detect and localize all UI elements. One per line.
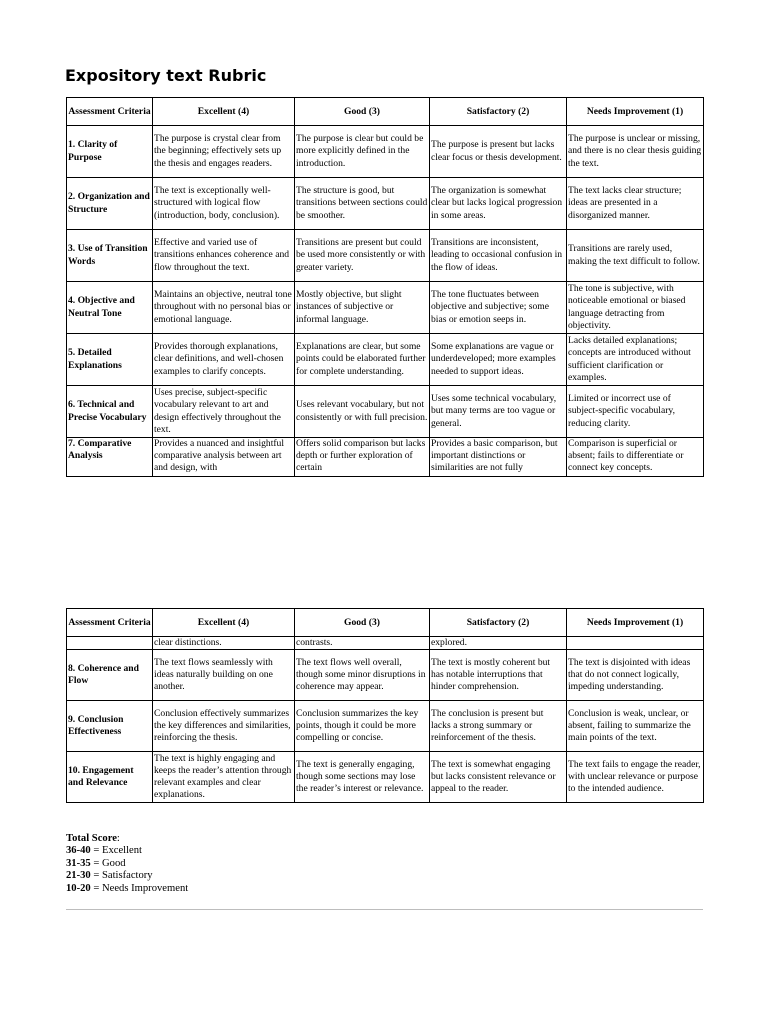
table-row [67, 438, 704, 477]
needs-improvement-cell: The purpose is unclear or missing, and there is no clear thesis guiding the text. [567, 126, 704, 178]
good-cell: contrasts. [295, 637, 430, 650]
excellent-cell: The purpose is crystal clear from the beginning; effectively sets up the thesis and engages readers. [153, 126, 295, 178]
criterion-cell: 2. Organization and Structure [67, 178, 153, 230]
satisfactory-cell: The text is somewhat engaging but lacks consistent relevance or appeal to the reader. [430, 752, 567, 803]
criterion-cell: 5. Detailed Explanations [67, 334, 153, 386]
excellent-cell: Provides thorough explanations, clear definitions, and well-chosen examples to clarify concepts. [153, 334, 295, 386]
good-cell: The structure is good, but transitions between sections could be smoother. [295, 178, 430, 230]
criterion-cell: 8. Coherence and Flow [67, 650, 153, 701]
criterion-cell: 10. Engagement and Relevance [67, 752, 153, 803]
criterion-cell: 3. Use of Transition Words [67, 230, 153, 282]
score-separator: = [90, 870, 102, 882]
score-range-row [66, 845, 188, 857]
header-satisfactory: Satisfactory (2) [430, 609, 567, 637]
satisfactory-cell: Transitions are inconsistent, leading to occasional confusion in the flow of ideas. [430, 230, 567, 282]
score-range: 31-35 [66, 857, 91, 869]
needs-improvement-cell: The text is disjointed with ideas that do not connect logically, impeding understanding. [567, 650, 704, 701]
document-title: Expository text Rubric [65, 66, 267, 85]
total-score-colon: : [116, 833, 120, 844]
header-assessment-criteria: Assessment Criteria [67, 609, 153, 637]
needs-improvement-cell: Limited or incorrect use of subject-specific vocabulary, reducing clarity. [567, 386, 704, 438]
table-row [67, 178, 704, 230]
header-needs-improvement: Needs Improvement (1) [567, 98, 704, 126]
score-separator: = [90, 882, 102, 894]
good-cell: The purpose is clear but could be more explicitly defined in the introduction. [295, 126, 430, 178]
header-good: Good (3) [295, 609, 430, 637]
header-excellent: Excellent (4) [153, 98, 295, 126]
score-range-row [66, 858, 188, 870]
excellent-cell: Maintains an objective, neutral tone throughout with no personal bias or emotional language. [153, 282, 295, 334]
score-range: 21-30 [66, 870, 91, 882]
satisfactory-cell: The tone fluctuates between objective and subjective; some bias or emotion seeps in. [430, 282, 567, 334]
header-satisfactory: Satisfactory (2) [430, 98, 567, 126]
needs-improvement-cell: The tone is subjective, with noticeable emotional or biased language detracting from objectivity. [567, 282, 704, 334]
table-header-row [67, 98, 704, 126]
table-row [67, 701, 704, 752]
good-cell: Offers solid comparison but lacks depth or further exploration of certain [295, 438, 430, 477]
excellent-cell: The text is highly engaging and keeps the reader’s attention through relevant examples and clear explanations. [153, 752, 295, 803]
criterion-cell: 6. Technical and Precise Vocabulary [67, 386, 153, 438]
header-needs-improvement: Needs Improvement (1) [567, 609, 704, 637]
score-range: 36-40 [66, 845, 91, 857]
table-row-continuation [67, 637, 704, 650]
good-cell: Explanations are clear, but some points could be elaborated further for complete understanding. [295, 334, 430, 386]
good-cell: Uses relevant vocabulary, but not consistently or with full precision. [295, 386, 430, 438]
needs-improvement-cell: The text fails to engage the reader, with unclear relevance or purpose to the intended audience. [567, 752, 704, 803]
criterion-cell: 7. Comparative Analysis [67, 438, 153, 477]
good-cell: Mostly objective, but slight instances of subjective or informal language. [295, 282, 430, 334]
excellent-cell: Uses precise, subject-specific vocabulary relevant to art and design effectively throughout the text. [153, 386, 295, 438]
table-row [67, 334, 704, 386]
score-range: 10-20 [66, 882, 91, 894]
score-rating: Excellent [102, 845, 143, 857]
table-row [67, 650, 704, 701]
score-separator: = [90, 857, 102, 869]
excellent-cell: The text is exceptionally well-structured with logical flow (introduction, body, conclusion). [153, 178, 295, 230]
excellent-cell: Effective and varied use of transitions enhances coherence and flow throughout the text. [153, 230, 295, 282]
needs-improvement-cell: Conclusion is weak, unclear, or absent, failing to summarize the main points of the text. [567, 701, 704, 752]
table-row [67, 230, 704, 282]
excellent-cell: The text flows seamlessly with ideas naturally building on one another. [153, 650, 295, 701]
excellent-cell: clear distinctions. [153, 637, 295, 650]
footer-divider [66, 909, 703, 910]
satisfactory-cell: Uses some technical vocabulary, but many terms are too vague or general. [430, 386, 567, 438]
excellent-cell: Provides a nuanced and insightful comparative analysis between art and design, with [153, 438, 295, 477]
table-row [67, 752, 704, 803]
header-assessment-criteria: Assessment Criteria [67, 98, 153, 126]
satisfactory-cell: The conclusion is present but lacks a strong summary or reinforcement of the thesis. [430, 701, 567, 752]
needs-improvement-cell: Lacks detailed explanations; concepts are introduced without sufficient clarification or examples. [567, 334, 704, 386]
good-cell: Conclusion summarizes the key points, though it could be more compelling or concise. [295, 701, 430, 752]
good-cell: The text is generally engaging, though some sections may lose the reader’s interest or relevance. [295, 752, 430, 803]
table-header-row [67, 609, 704, 637]
total-score-label: Total Score [66, 833, 117, 844]
score-rating: Needs Improvement [102, 882, 189, 894]
total-score-section [66, 833, 188, 895]
score-separator: = [90, 845, 102, 857]
score-range-row [66, 870, 188, 882]
needs-improvement-cell: The text lacks clear structure; ideas are presented in a disorganized manner. [567, 178, 704, 230]
rubric-table-page-1 [66, 97, 704, 477]
satisfactory-cell: explored. [430, 637, 567, 650]
score-range-row [66, 883, 188, 895]
header-excellent: Excellent (4) [153, 609, 295, 637]
rubric-table-page-2 [66, 608, 704, 803]
score-rating: Satisfactory [102, 870, 153, 882]
total-score-heading [66, 833, 188, 845]
satisfactory-cell: The organization is somewhat clear but lacks logical progression in some areas. [430, 178, 567, 230]
needs-improvement-cell: Transitions are rarely used, making the text difficult to follow. [567, 230, 704, 282]
header-good: Good (3) [295, 98, 430, 126]
criterion-cell: 4. Objective and Neutral Tone [67, 282, 153, 334]
criterion-cell [67, 637, 153, 650]
satisfactory-cell: Some explanations are vague or underdeveloped; more examples needed to support ideas. [430, 334, 567, 386]
table-row [67, 126, 704, 178]
satisfactory-cell: The text is mostly coherent but has notable interruptions that hinder comprehension. [430, 650, 567, 701]
good-cell: The text flows well overall, though some minor disruptions in coherence may appear. [295, 650, 430, 701]
satisfactory-cell: Provides a basic comparison, but important distinctions or similarities are not fully [430, 438, 567, 477]
table-row [67, 386, 704, 438]
good-cell: Transitions are present but could be used more consistently or with greater variety. [295, 230, 430, 282]
criterion-cell: 9. Conclusion Effectiveness [67, 701, 153, 752]
score-rating: Good [102, 857, 126, 869]
needs-improvement-cell [567, 637, 704, 650]
satisfactory-cell: The purpose is present but lacks clear focus or thesis development. [430, 126, 567, 178]
criterion-cell: 1. Clarity of Purpose [67, 126, 153, 178]
excellent-cell: Conclusion effectively summarizes the key differences and similarities, reinforcing the thesis. [153, 701, 295, 752]
needs-improvement-cell: Comparison is superficial or absent; fails to differentiate or connect key concepts. [567, 438, 704, 477]
table-row [67, 282, 704, 334]
